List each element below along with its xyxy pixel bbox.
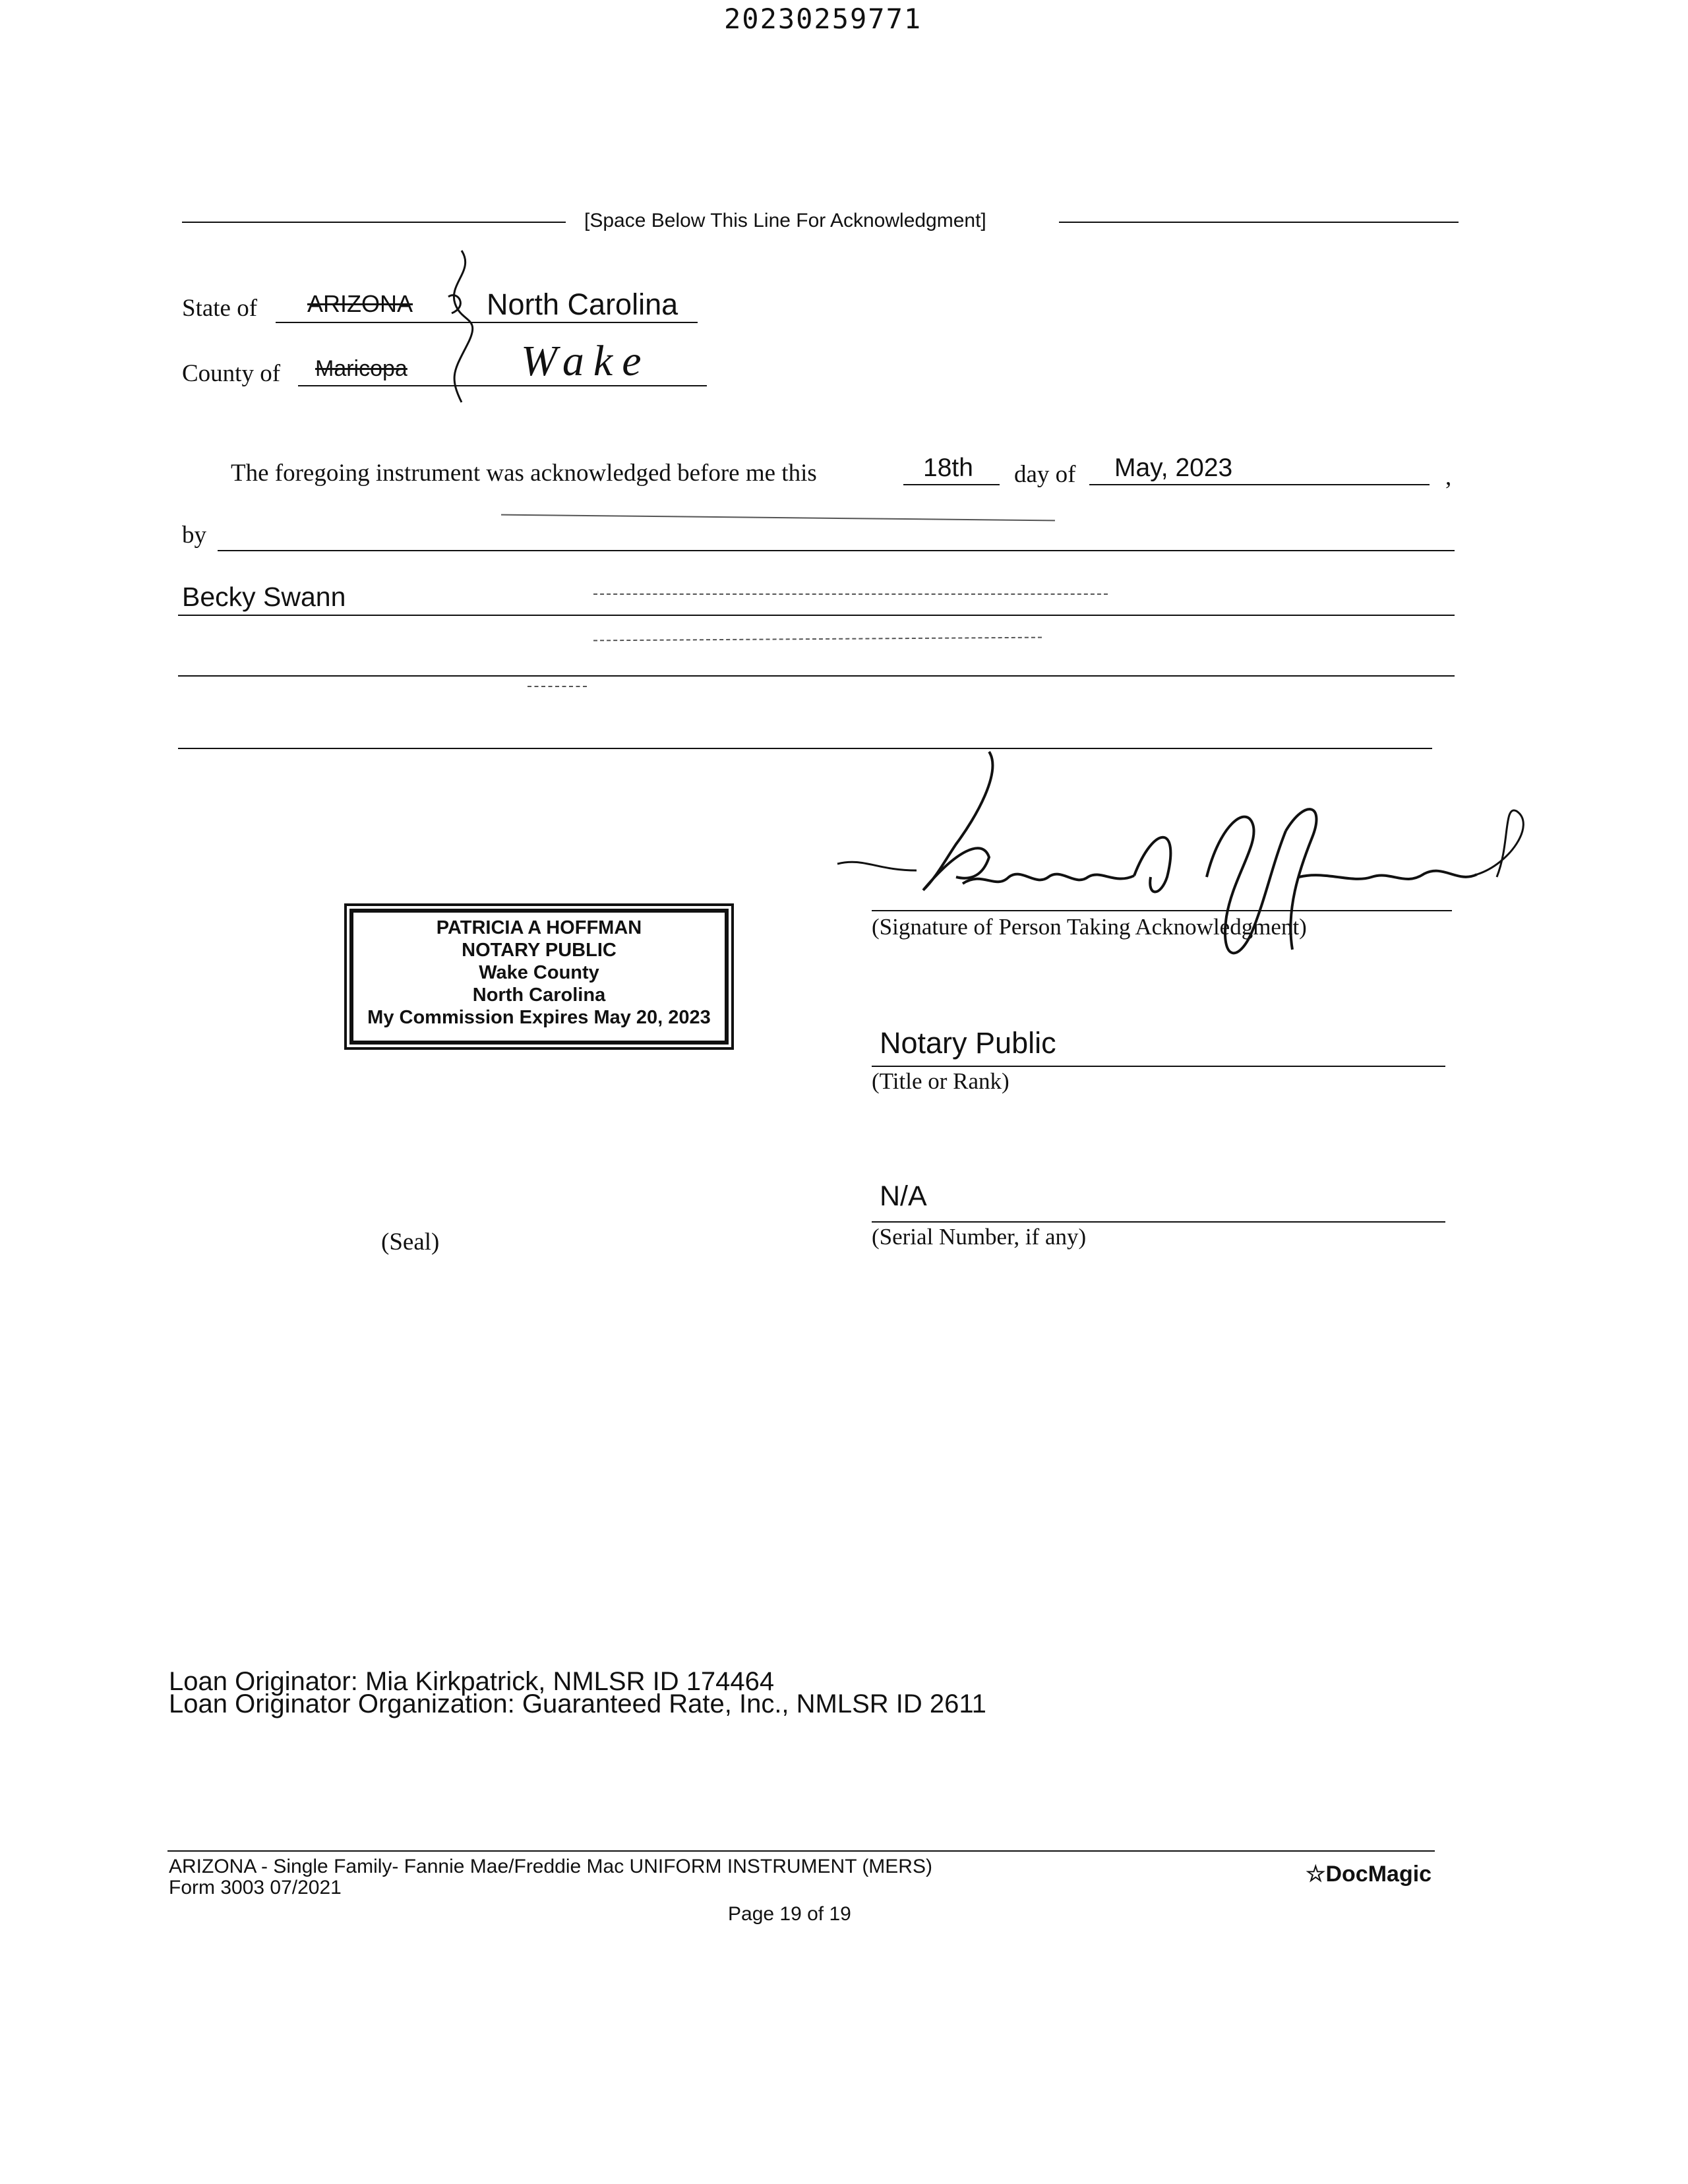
title-underline — [872, 1066, 1445, 1067]
faint-line — [501, 514, 1055, 522]
signature-line — [872, 910, 1452, 911]
serial-caption: (Serial Number, if any) — [872, 1224, 1087, 1250]
stamp-expires: My Commission Expires May 20, 2023 — [367, 1007, 711, 1028]
footer-form-line2: Form 3003 07/2021 — [169, 1877, 342, 1898]
footer-form-line1: ARIZONA - Single Family- Fannie Mae/Freddie Mac UNIFORM INSTRUMENT (MERS) — [169, 1856, 932, 1877]
title-value: Notary Public — [880, 1026, 1056, 1060]
serial-value: N/A — [880, 1180, 927, 1212]
section-divider-left — [182, 222, 566, 223]
recording-number: 20230259771 — [724, 3, 922, 35]
faint-line — [528, 686, 587, 687]
seal-label: (Seal) — [381, 1228, 440, 1256]
section-header: [Space Below This Line For Acknowledgment] — [584, 210, 986, 231]
day-underline — [903, 484, 1000, 485]
blank-line-1 — [178, 675, 1455, 677]
by-label: by — [182, 522, 206, 549]
notary-signature — [824, 745, 1550, 1009]
footer-rule — [167, 1850, 1435, 1852]
county-struck-value: Maricopa — [315, 356, 407, 381]
county-value: Wake — [521, 337, 651, 385]
faint-line — [593, 637, 1042, 642]
stamp-state: North Carolina — [472, 985, 606, 1006]
month-year-underline — [1089, 484, 1430, 485]
day-of-label: day of — [1014, 461, 1076, 488]
stamp-county: Wake County — [479, 962, 599, 983]
signature-caption: (Signature of Person Taking Acknowledgment) — [872, 914, 1307, 940]
title-caption: (Title or Rank) — [872, 1068, 1010, 1094]
serial-underline — [872, 1221, 1445, 1223]
section-divider-right — [1059, 222, 1459, 223]
acknowledgment-month-year: May, 2023 — [1114, 454, 1233, 482]
signer-name: Becky Swann — [182, 582, 346, 612]
loan-originator-organization: Loan Originator Organization: Guaranteed Rate, Inc., NMLSR ID 2611 — [169, 1689, 986, 1718]
state-label: State of — [182, 295, 258, 322]
faint-line — [593, 593, 1108, 595]
loan-originator: Loan Originator: Mia Kirkpatrick, NMLSR ID 174464 — [169, 1667, 775, 1696]
notary-stamp — [349, 909, 729, 1045]
docmagic-brand: DocMagic — [1325, 1862, 1432, 1887]
correction-initials — [422, 244, 501, 415]
acknowledgment-text: The foregoing instrument was acknowledged before me this — [231, 460, 817, 487]
stamp-title: NOTARY PUBLIC — [462, 940, 617, 961]
by-underline — [218, 550, 1455, 551]
footer-page-number: Page 19 of 19 — [728, 1903, 851, 1925]
state-struck-value: ARIZONA — [307, 290, 413, 317]
acknowledgment-day: 18th — [923, 454, 973, 482]
star-icon: ☆ — [1306, 1862, 1326, 1887]
county-label: County of — [182, 360, 281, 387]
signer-underline — [178, 615, 1455, 616]
acknowledgment-comma: , — [1445, 464, 1452, 491]
county-underline — [298, 385, 707, 386]
state-value: North Carolina — [487, 288, 678, 321]
docmagic-logo — [1306, 1861, 1432, 1887]
stamp-name: PATRICIA A HOFFMAN — [436, 917, 642, 938]
